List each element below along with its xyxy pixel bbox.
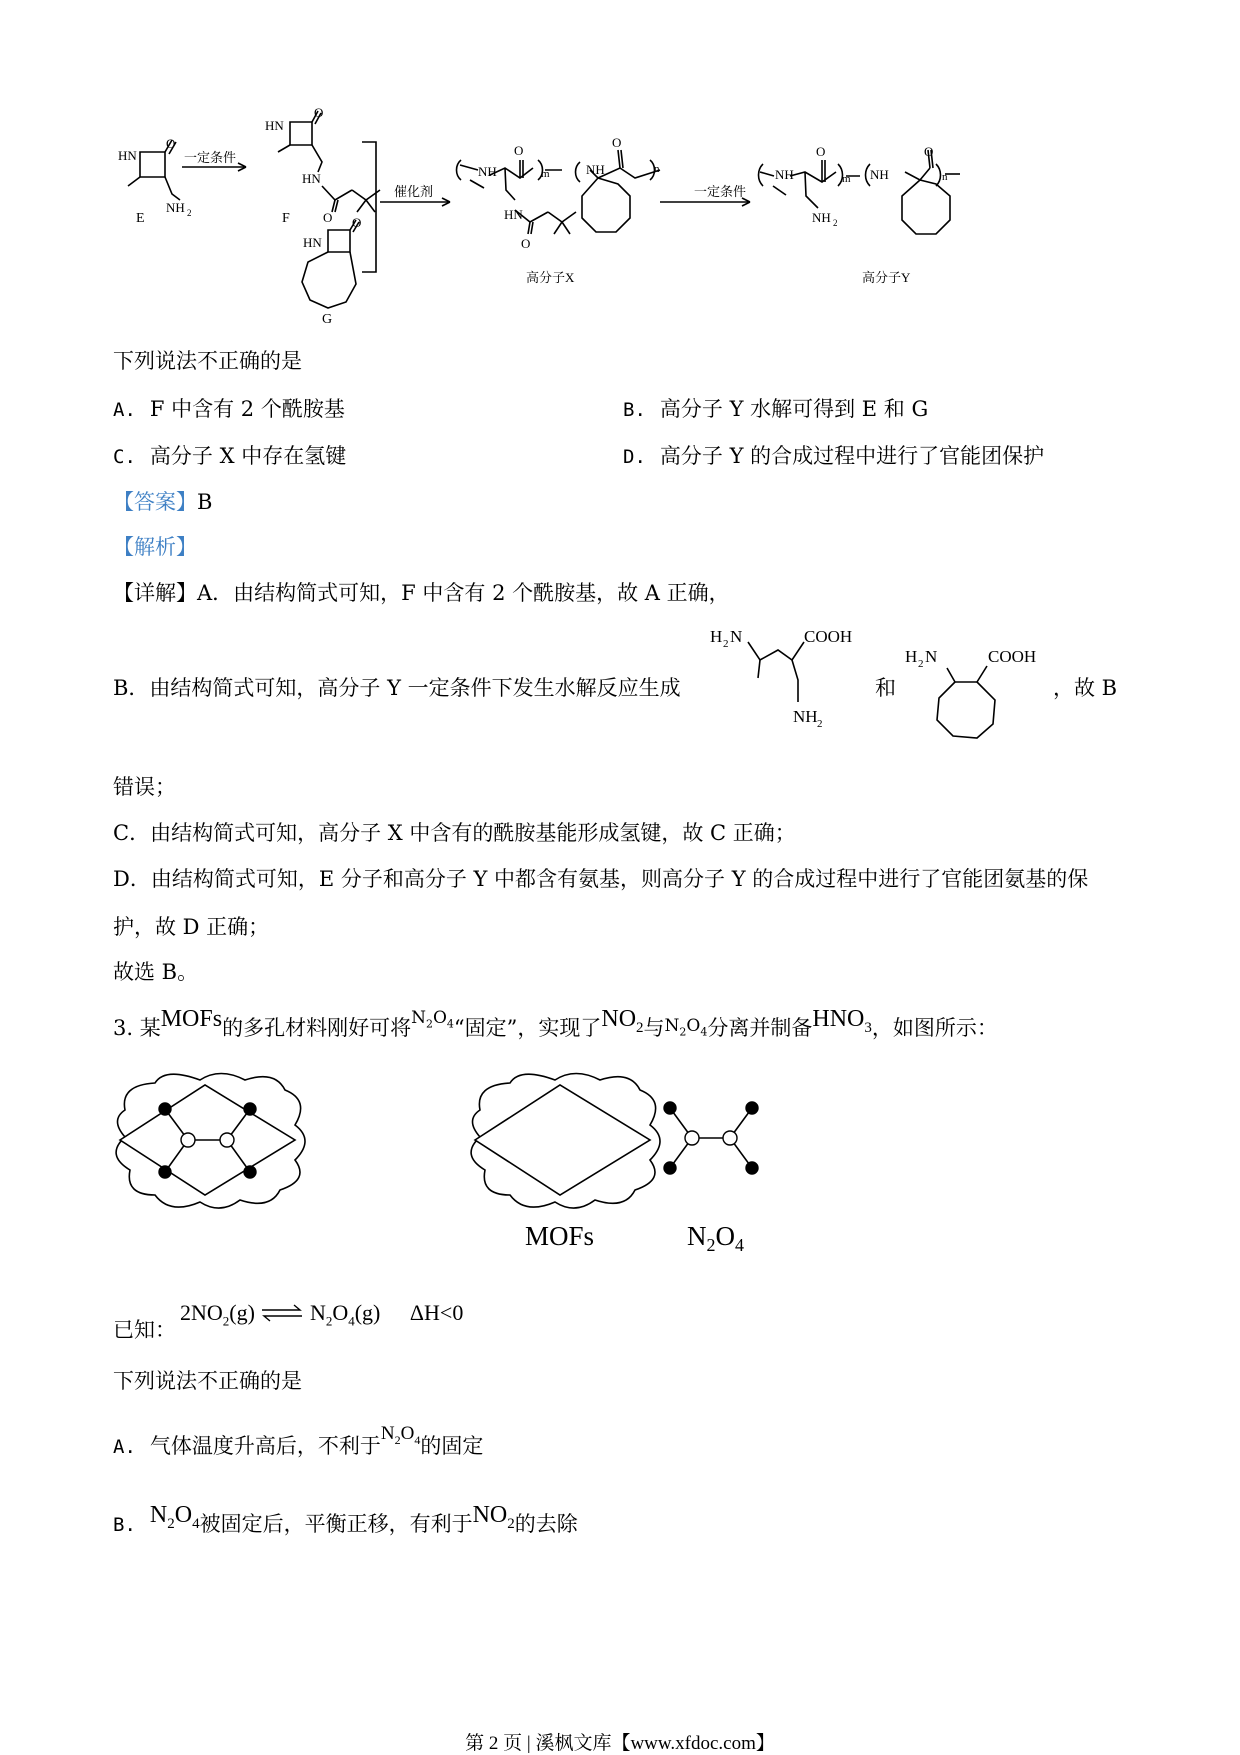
svg-text:n: n bbox=[942, 171, 948, 183]
detail-d-line2: 护，故 D 正确； bbox=[113, 915, 270, 939]
svg-text:2: 2 bbox=[817, 718, 823, 730]
svg-text:O: O bbox=[924, 144, 934, 159]
svg-text:O: O bbox=[314, 105, 324, 120]
svg-text:N: N bbox=[730, 627, 743, 646]
q2-option-c: C. 高分子 X 中存在氢键 bbox=[113, 444, 347, 468]
svg-text:n: n bbox=[654, 163, 660, 175]
detail-c: C．由结构简式可知，高分子 X 中含有的酰胺基能形成氢键，故 C 正确； bbox=[113, 821, 796, 845]
svg-text:HN: HN bbox=[118, 148, 137, 163]
svg-text:NH: NH bbox=[812, 210, 831, 225]
page-footer: 第 2 页 | 溪枫文库【www.xfdoc.com】 bbox=[465, 1733, 775, 1754]
svg-text:O: O bbox=[816, 144, 826, 159]
equilibrium-equation: $2NO_2(g)$ $N_2O_4(g)$ ΔH<0 bbox=[180, 1300, 464, 1329]
svg-text:2: 2 bbox=[833, 218, 838, 228]
label-X: 高分子X bbox=[526, 270, 575, 285]
svg-text:O: O bbox=[514, 143, 524, 158]
detail-b-post: ，故 B bbox=[1053, 676, 1118, 700]
svg-text:2: 2 bbox=[187, 208, 192, 218]
detail-b-cont: 错误； bbox=[113, 775, 176, 799]
svg-text:H: H bbox=[905, 647, 918, 666]
fig-label-mofs: MOFs bbox=[525, 1221, 595, 1251]
label-Y: 高分子Y bbox=[862, 270, 911, 285]
mofs-figure bbox=[110, 1075, 810, 1255]
arrow1-label: 一定条件 bbox=[184, 150, 237, 165]
svg-text:H: H bbox=[710, 627, 723, 646]
svg-text:NH: NH bbox=[478, 164, 497, 179]
conclusion: 故选 B。 bbox=[113, 960, 199, 984]
arrow3-label: 一定条件 bbox=[694, 184, 747, 199]
known-label: 已知： bbox=[113, 1318, 176, 1342]
q2-option-d: D. 高分子 Y 的合成过程中进行了官能团保护 bbox=[623, 444, 1045, 468]
svg-text:m: m bbox=[541, 168, 550, 180]
svg-text:N: N bbox=[925, 647, 938, 666]
svg-text:NH: NH bbox=[793, 707, 818, 726]
svg-text:COOH: COOH bbox=[804, 627, 853, 646]
q2-stem: 下列说法不正确的是 bbox=[113, 349, 302, 373]
svg-text:m: m bbox=[842, 173, 851, 185]
q3-option-b: B. $N_2O_4$被固定后，平衡正移，有利于$NO_2$的去除 bbox=[113, 1502, 578, 1536]
answer-value: B bbox=[197, 490, 213, 514]
svg-text:NH: NH bbox=[166, 200, 185, 215]
svg-text:O: O bbox=[352, 215, 362, 230]
svg-text:HN: HN bbox=[302, 171, 321, 186]
label-E: E bbox=[136, 211, 145, 226]
fig-label-n2o4: $N_2O_4$ bbox=[687, 1221, 744, 1255]
q3-option-a: A. 气体温度升高后，不利于$N_2O_4$的固定 bbox=[113, 1423, 484, 1458]
svg-text:2: 2 bbox=[918, 658, 924, 670]
hydrolysis-product-1 bbox=[700, 620, 870, 740]
answer-tag: 【答案】 bbox=[113, 490, 197, 514]
q3-stem: 3. 某MOFs的多孔材料刚好可将$^{N_2O_4}$“固定”，实现了$NO_2$与$N_2O_4$分离并制备$HNO_3$，如图所示： bbox=[113, 1006, 998, 1040]
svg-text:O: O bbox=[521, 236, 531, 251]
svg-text:HN: HN bbox=[265, 118, 284, 133]
svg-text:O: O bbox=[166, 136, 176, 151]
svg-text:NH: NH bbox=[870, 167, 889, 182]
detail-a: 【详解】A．由结构简式可知，F 中含有 2 个酰胺基，故 A 正确， bbox=[113, 581, 730, 605]
reaction-scheme bbox=[0, 0, 1240, 340]
svg-text:NH: NH bbox=[775, 167, 794, 182]
label-G: G bbox=[322, 312, 333, 327]
answer-line bbox=[113, 488, 212, 516]
analysis-tag: 【解析】 bbox=[113, 535, 197, 559]
svg-text:HN: HN bbox=[504, 207, 523, 222]
svg-text:O: O bbox=[612, 135, 622, 150]
detail-b-and: 和 bbox=[875, 676, 896, 700]
equilibrium-arrow-icon bbox=[260, 1303, 304, 1323]
detail-b: B．由结构简式可知，高分子 Y 一定条件下发生水解反应生成 bbox=[113, 676, 681, 700]
svg-text:2: 2 bbox=[723, 638, 729, 650]
q2-option-b: B. 高分子 Y 水解可得到 E 和 G bbox=[623, 397, 929, 421]
q3-sub-stem: 下列说法不正确的是 bbox=[113, 1369, 302, 1393]
svg-text:O: O bbox=[323, 210, 333, 225]
q2-option-a: A. F 中含有 2 个酰胺基 bbox=[113, 397, 345, 421]
hydrolysis-product-2 bbox=[895, 640, 1065, 750]
svg-text:HN: HN bbox=[303, 235, 322, 250]
label-F: F bbox=[282, 211, 290, 226]
svg-text:NH: NH bbox=[586, 162, 605, 177]
svg-text:COOH: COOH bbox=[988, 647, 1037, 666]
arrow2-label: 催化剂 bbox=[394, 184, 434, 199]
detail-d-line1: D．由结构简式可知，E 分子和高分子 Y 中都含有氨基，则高分子 Y 的合成过程中进行了官能团氨基的保 bbox=[113, 867, 1089, 891]
